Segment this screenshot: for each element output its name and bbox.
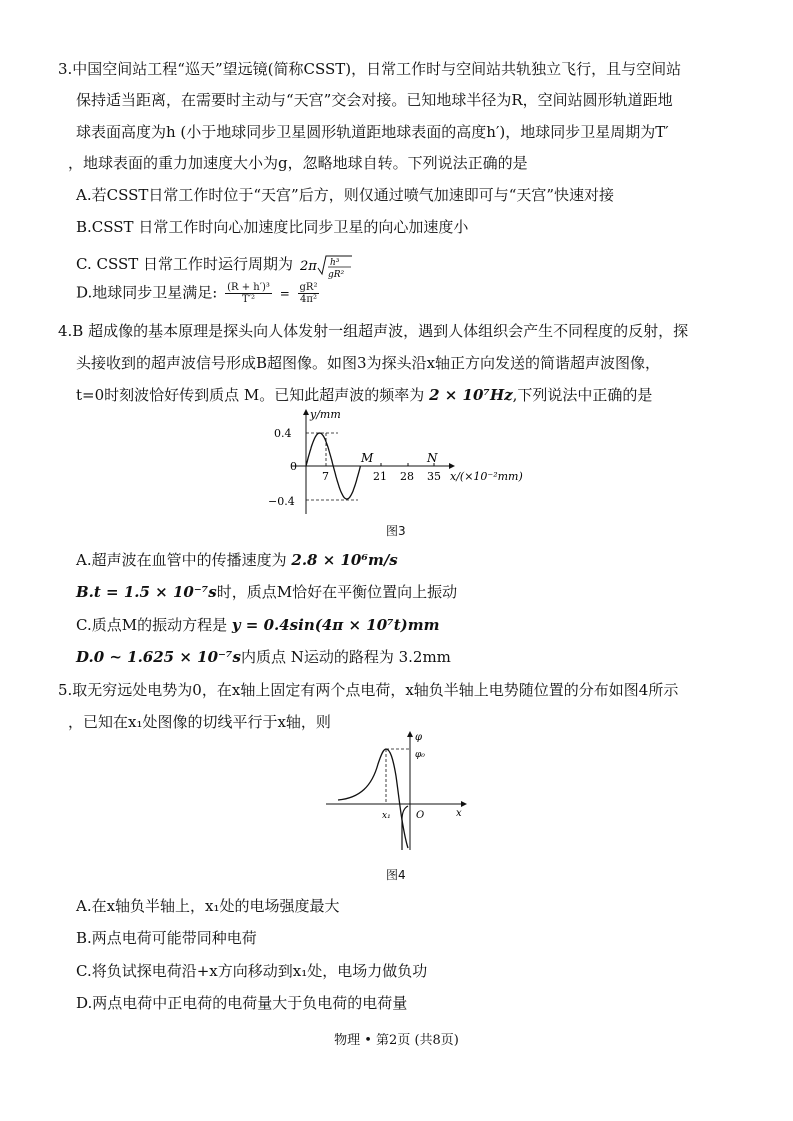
rhs-numerator: gR² xyxy=(299,282,318,293)
q4-option-c-text: C.质点M的振动方程是 xyxy=(76,616,228,634)
q5-line2: ，已知在x₁处图像的切线平行于x轴，则 xyxy=(68,713,331,731)
q4-option-b-math: B.t = 1.5 × 10⁻⁷s xyxy=(76,583,217,601)
x-tick-21: 21 xyxy=(373,470,387,483)
x-axis-label: x xyxy=(456,808,462,819)
phi0-label: φ₀ xyxy=(415,750,425,760)
figure-4-caption: 图4 xyxy=(386,868,406,882)
y-axis-label: y/mm xyxy=(310,408,341,421)
q5-option-a: A.在x轴负半轴上，x₁处的电场强度最大 xyxy=(76,897,340,915)
q5-option-b: B.两点电荷可能带同种电荷 xyxy=(76,929,257,947)
origin-label: O xyxy=(416,810,425,821)
figure-3-wave-graph xyxy=(268,408,530,518)
q4-option-b xyxy=(76,582,457,602)
x-tick-7: 7 xyxy=(322,470,329,483)
x-tick-28: 28 xyxy=(400,470,414,483)
rhs-denominator: 4π² xyxy=(300,294,317,305)
q3-option-d-lhs xyxy=(225,282,272,305)
q3-option-c-text: C. CSST 日常工作时运行周期为 xyxy=(76,255,294,273)
point-n-label: N xyxy=(427,451,438,465)
figure-3-caption: 图3 xyxy=(386,524,406,538)
y-tick-0.4: 0.4 xyxy=(274,427,292,440)
q3-line4: ，地球表面的重力加速度大小为g，忽略地球自转。下列说法正确的是 xyxy=(68,154,528,172)
q4-option-a-text: A.超声波在血管中的传播速度为 xyxy=(76,551,287,569)
q4-option-b-text: 时，质点M恰好在平衡位置向上振动 xyxy=(216,583,458,601)
q3-option-d-rhs xyxy=(298,282,320,305)
q3-line2: 保持适当距离，在需要时主动与“天宫”交会对接。已知地球半径为R，空间站圆形轨道距地 xyxy=(76,91,673,109)
q4-line1: 4.B 超成像的基本原理是探头向人体发射一组超声波，遇到人体组织会产生不同程度的反射，探 xyxy=(58,322,689,340)
point-m-label: M xyxy=(361,451,374,465)
q3-option-c xyxy=(76,250,388,280)
phi-axis-label: φ xyxy=(415,732,423,743)
q4-option-d-math: D.0 ~ 1.625 × 10⁻⁷s xyxy=(76,648,241,666)
y-tick-neg0.4: −0.4 xyxy=(268,495,295,508)
q3-option-d-text: D.地球同步卫星满足: xyxy=(76,283,218,302)
q4-option-c-math: y = 0.4sin(4π × 10⁷t)mm xyxy=(231,616,440,634)
y-tick-0: 0 xyxy=(290,460,297,473)
q4-option-c xyxy=(76,615,439,635)
g-r-squared: gR² xyxy=(327,270,344,280)
q3-option-a: A.若CSST日常工作时位于“天宫”后方，则仅通过喷气加速即可与“天宫”快速对接 xyxy=(76,186,615,204)
q4-option-a xyxy=(76,550,398,570)
q3-option-b: B.CSST 日常工作时向心加速度比同步卫星的向心加速度小 xyxy=(76,218,469,236)
q4-line3 xyxy=(76,385,652,405)
x1-label: x₁ xyxy=(382,811,391,821)
two-pi: 2π xyxy=(299,259,317,274)
q4-option-a-math: 2.8 × 10⁶m/s xyxy=(291,551,398,569)
q4-option-d xyxy=(76,647,451,667)
q3-option-d xyxy=(76,282,322,305)
q5-option-c: C.将负试探电荷沿+x方向移动到x₁处，电场力做负功 xyxy=(76,962,428,980)
lhs-numerator: (R + h′)³ xyxy=(227,282,270,293)
x-axis-label: x/(×10⁻²mm) xyxy=(450,470,523,483)
page-footer: 物理 • 第2页 (共8页) xyxy=(334,1033,459,1048)
figure-4-potential-graph xyxy=(320,728,470,858)
q4-line2: 头接收到的超声波信号形成B超图像。如图3为探头沿x轴正方向发送的简谐超声波图像， xyxy=(76,354,661,372)
equals-sign: = xyxy=(279,286,290,301)
q3-line3: 球表面高度为h (小于地球同步卫星圆形轨道距地球表面的高度h′)，地球同步卫星周期为T′ xyxy=(76,123,669,141)
q4-frequency: 2 × 10⁷Hz xyxy=(429,386,513,404)
q4-line3-tail: ,下列说法中正确的是 xyxy=(512,386,653,404)
q4-option-d-text: 内质点 N运动的路程为 3.2mm xyxy=(240,648,451,666)
q3-option-c-formula xyxy=(298,250,388,280)
q4-line3-text: t=0时刻波恰好传到质点 M。已知此超声波的频率为 xyxy=(76,386,425,404)
q3-line1: 3.中国空间站工程“巡天”望远镜(简称CSST)，日常工作时与空间站共轨独立飞行，且与空间站 xyxy=(58,60,682,78)
q5-line1: 5.取无穷远处电势为0，在x轴上固定有两个点电荷，x轴负半轴上电势随位置的分布如图4所示 xyxy=(58,681,679,699)
potential-curve-left xyxy=(338,749,408,848)
x-tick-35: 35 xyxy=(427,470,441,483)
h-cubed: h³ xyxy=(329,258,340,268)
lhs-denominator: T′² xyxy=(242,294,255,305)
q5-option-d: D.两点电荷中正电荷的电荷量大于负电荷的电荷量 xyxy=(76,994,408,1012)
